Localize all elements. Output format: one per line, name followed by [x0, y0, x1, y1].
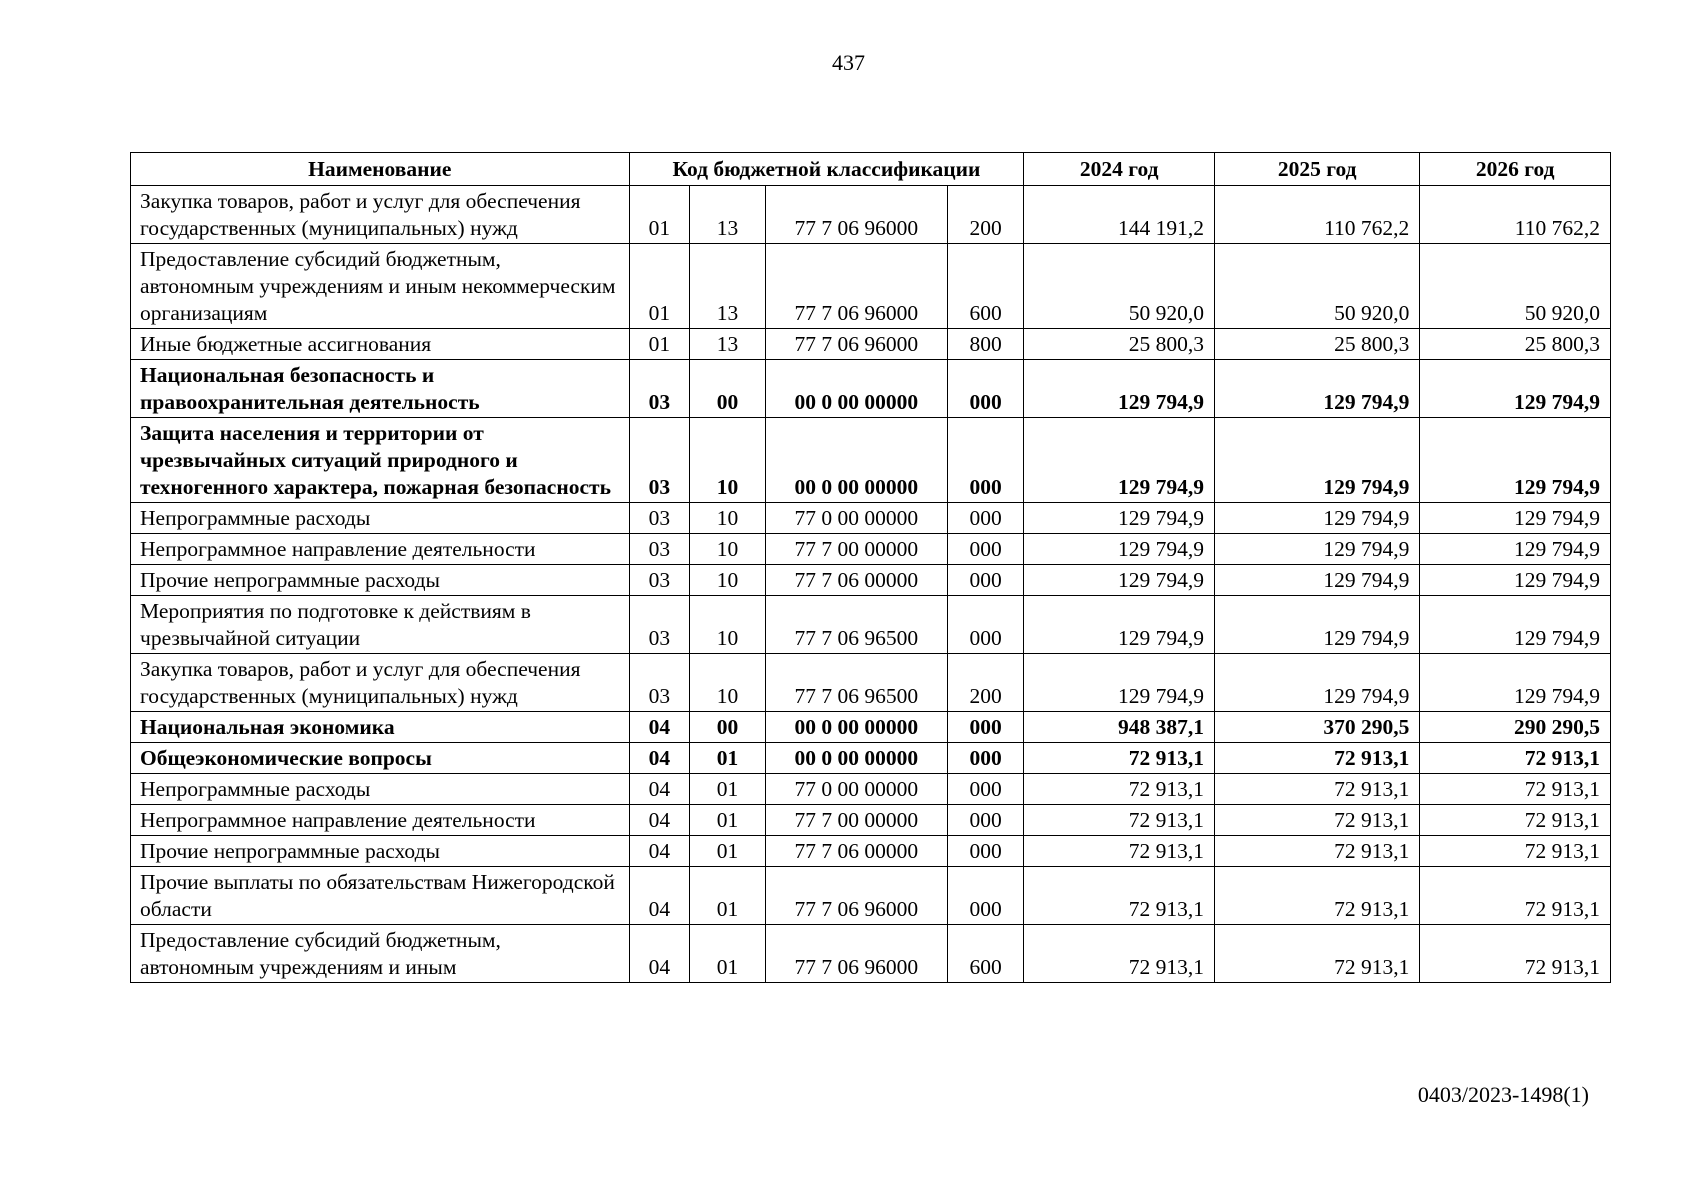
table-row	[131, 836, 1611, 867]
code-subsection: 13	[690, 329, 765, 360]
table-row	[131, 360, 1611, 418]
table-row	[131, 925, 1611, 983]
code-target-article: 77 0 00 00000	[765, 503, 947, 534]
code-subsection: 10	[690, 418, 765, 503]
row-name: Защита населения и территории от чрезвычайных ситуаций природного и техногенного характера, пожарная безопасность	[131, 418, 630, 503]
value-2026: 72 913,1	[1420, 836, 1611, 867]
value-2024: 72 913,1	[1024, 925, 1215, 983]
code-expense-type: 000	[947, 503, 1023, 534]
value-2026: 110 762,2	[1420, 186, 1611, 244]
table-row	[131, 712, 1611, 743]
code-subsection: 10	[690, 534, 765, 565]
code-expense-type: 000	[947, 774, 1023, 805]
value-2024: 50 920,0	[1024, 244, 1215, 329]
code-target-article: 77 7 00 00000	[765, 534, 947, 565]
code-subsection: 13	[690, 186, 765, 244]
code-section: 04	[629, 774, 690, 805]
value-2026: 129 794,9	[1420, 360, 1611, 418]
row-name: Предоставление субсидий бюджетным, автономным учреждениям и иным	[131, 925, 630, 983]
code-section: 04	[629, 867, 690, 925]
code-section: 03	[629, 360, 690, 418]
budget-table	[130, 152, 1611, 983]
code-target-article: 00 0 00 00000	[765, 743, 947, 774]
value-2025: 370 290,5	[1215, 712, 1420, 743]
code-target-article: 77 7 06 00000	[765, 565, 947, 596]
code-expense-type: 000	[947, 418, 1023, 503]
code-target-article: 77 7 06 96000	[765, 329, 947, 360]
code-target-article: 77 7 06 00000	[765, 836, 947, 867]
code-target-article: 77 7 00 00000	[765, 805, 947, 836]
value-2024: 144 191,2	[1024, 186, 1215, 244]
value-2026: 25 800,3	[1420, 329, 1611, 360]
code-expense-type: 000	[947, 836, 1023, 867]
row-name: Общеэкономические вопросы	[131, 743, 630, 774]
value-2025: 129 794,9	[1215, 596, 1420, 654]
value-2024: 72 913,1	[1024, 743, 1215, 774]
code-section: 03	[629, 418, 690, 503]
value-2024: 129 794,9	[1024, 596, 1215, 654]
code-section: 01	[629, 244, 690, 329]
value-2024: 129 794,9	[1024, 565, 1215, 596]
code-section: 01	[629, 186, 690, 244]
value-2025: 129 794,9	[1215, 360, 1420, 418]
code-expense-type: 200	[947, 654, 1023, 712]
code-section: 01	[629, 329, 690, 360]
value-2026: 72 913,1	[1420, 774, 1611, 805]
code-subsection: 00	[690, 360, 765, 418]
code-target-article: 77 7 06 96000	[765, 867, 947, 925]
page-number: 437	[832, 50, 865, 75]
value-2025: 50 920,0	[1215, 244, 1420, 329]
code-expense-type: 600	[947, 244, 1023, 329]
header-name: Наименование	[131, 153, 630, 186]
value-2025: 72 913,1	[1215, 743, 1420, 774]
code-section: 04	[629, 743, 690, 774]
table-row	[131, 329, 1611, 360]
document-id: 0403/2023-1498(1)	[1417, 1082, 1589, 1107]
header-2026: 2026 год	[1420, 153, 1611, 186]
code-section: 03	[629, 503, 690, 534]
header-2024: 2024 год	[1024, 153, 1215, 186]
value-2026: 129 794,9	[1420, 654, 1611, 712]
value-2026: 72 913,1	[1420, 743, 1611, 774]
value-2025: 110 762,2	[1215, 186, 1420, 244]
code-subsection: 10	[690, 565, 765, 596]
code-expense-type: 200	[947, 186, 1023, 244]
table-row	[131, 867, 1611, 925]
table-row	[131, 774, 1611, 805]
value-2025: 72 913,1	[1215, 836, 1420, 867]
value-2026: 72 913,1	[1420, 805, 1611, 836]
row-name: Прочие выплаты по обязательствам Нижегородской области	[131, 867, 630, 925]
code-expense-type: 000	[947, 360, 1023, 418]
value-2026: 129 794,9	[1420, 503, 1611, 534]
value-2024: 129 794,9	[1024, 654, 1215, 712]
code-subsection: 10	[690, 503, 765, 534]
code-target-article: 77 7 06 96500	[765, 654, 947, 712]
row-name: Закупка товаров, работ и услуг для обеспечения государственных (муниципальных) нужд	[131, 186, 630, 244]
code-expense-type: 000	[947, 743, 1023, 774]
header-code: Код бюджетной классификации	[629, 153, 1024, 186]
code-section: 04	[629, 712, 690, 743]
code-expense-type: 000	[947, 596, 1023, 654]
code-target-article: 00 0 00 00000	[765, 712, 947, 743]
value-2024: 129 794,9	[1024, 503, 1215, 534]
header-2025: 2025 год	[1215, 153, 1420, 186]
code-target-article: 77 7 06 96000	[765, 925, 947, 983]
row-name: Иные бюджетные ассигнования	[131, 329, 630, 360]
value-2025: 72 913,1	[1215, 774, 1420, 805]
value-2026: 129 794,9	[1420, 418, 1611, 503]
table-row	[131, 534, 1611, 565]
row-name: Прочие непрограммные расходы	[131, 836, 630, 867]
code-expense-type: 000	[947, 712, 1023, 743]
code-section: 03	[629, 596, 690, 654]
value-2026: 129 794,9	[1420, 596, 1611, 654]
value-2026: 72 913,1	[1420, 867, 1611, 925]
code-expense-type: 000	[947, 805, 1023, 836]
code-expense-type: 000	[947, 867, 1023, 925]
row-name: Непрограммное направление деятельности	[131, 534, 630, 565]
code-subsection: 01	[690, 743, 765, 774]
value-2024: 129 794,9	[1024, 418, 1215, 503]
value-2025: 129 794,9	[1215, 534, 1420, 565]
code-section: 03	[629, 565, 690, 596]
value-2025: 72 913,1	[1215, 805, 1420, 836]
code-target-article: 00 0 00 00000	[765, 418, 947, 503]
value-2026: 129 794,9	[1420, 565, 1611, 596]
code-expense-type: 000	[947, 565, 1023, 596]
row-name: Прочие непрограммные расходы	[131, 565, 630, 596]
table-row	[131, 503, 1611, 534]
row-name: Закупка товаров, работ и услуг для обеспечения государственных (муниципальных) нужд	[131, 654, 630, 712]
row-name: Непрограммные расходы	[131, 774, 630, 805]
value-2025: 25 800,3	[1215, 329, 1420, 360]
value-2024: 25 800,3	[1024, 329, 1215, 360]
code-subsection: 13	[690, 244, 765, 329]
row-name: Непрограммное направление деятельности	[131, 805, 630, 836]
code-target-article: 77 7 06 96000	[765, 186, 947, 244]
code-expense-type: 600	[947, 925, 1023, 983]
code-subsection: 10	[690, 654, 765, 712]
row-name: Непрограммные расходы	[131, 503, 630, 534]
code-target-article: 77 0 00 00000	[765, 774, 947, 805]
value-2025: 72 913,1	[1215, 867, 1420, 925]
row-name: Предоставление субсидий бюджетным, автономным учреждениям и иным некоммерческим организациям	[131, 244, 630, 329]
table-row	[131, 186, 1611, 244]
value-2024: 948 387,1	[1024, 712, 1215, 743]
code-subsection: 01	[690, 836, 765, 867]
code-expense-type: 800	[947, 329, 1023, 360]
code-section: 04	[629, 805, 690, 836]
value-2024: 72 913,1	[1024, 774, 1215, 805]
table-row	[131, 596, 1611, 654]
value-2025: 129 794,9	[1215, 503, 1420, 534]
code-subsection: 00	[690, 712, 765, 743]
code-section: 03	[629, 654, 690, 712]
value-2024: 129 794,9	[1024, 534, 1215, 565]
value-2026: 50 920,0	[1420, 244, 1611, 329]
row-name: Национальная безопасность и правоохранительная деятельность	[131, 360, 630, 418]
code-section: 03	[629, 534, 690, 565]
table-row	[131, 565, 1611, 596]
code-target-article: 00 0 00 00000	[765, 360, 947, 418]
value-2024: 129 794,9	[1024, 360, 1215, 418]
code-expense-type: 000	[947, 534, 1023, 565]
code-subsection: 01	[690, 925, 765, 983]
code-target-article: 77 7 06 96500	[765, 596, 947, 654]
value-2026: 129 794,9	[1420, 534, 1611, 565]
table-row	[131, 244, 1611, 329]
table-body	[131, 186, 1611, 983]
table-row	[131, 743, 1611, 774]
value-2025: 72 913,1	[1215, 925, 1420, 983]
code-subsection: 01	[690, 774, 765, 805]
table-row	[131, 654, 1611, 712]
value-2024: 72 913,1	[1024, 836, 1215, 867]
code-subsection: 01	[690, 805, 765, 836]
code-section: 04	[629, 925, 690, 983]
table-row	[131, 805, 1611, 836]
value-2025: 129 794,9	[1215, 654, 1420, 712]
value-2024: 72 913,1	[1024, 867, 1215, 925]
value-2026: 290 290,5	[1420, 712, 1611, 743]
code-section: 04	[629, 836, 690, 867]
code-subsection: 01	[690, 867, 765, 925]
row-name: Национальная экономика	[131, 712, 630, 743]
code-subsection: 10	[690, 596, 765, 654]
code-target-article: 77 7 06 96000	[765, 244, 947, 329]
table-header	[131, 153, 1611, 186]
value-2025: 129 794,9	[1215, 565, 1420, 596]
value-2025: 129 794,9	[1215, 418, 1420, 503]
value-2024: 72 913,1	[1024, 805, 1215, 836]
value-2026: 72 913,1	[1420, 925, 1611, 983]
row-name: Мероприятия по подготовке к действиям в чрезвычайной ситуации	[131, 596, 630, 654]
table-row	[131, 418, 1611, 503]
